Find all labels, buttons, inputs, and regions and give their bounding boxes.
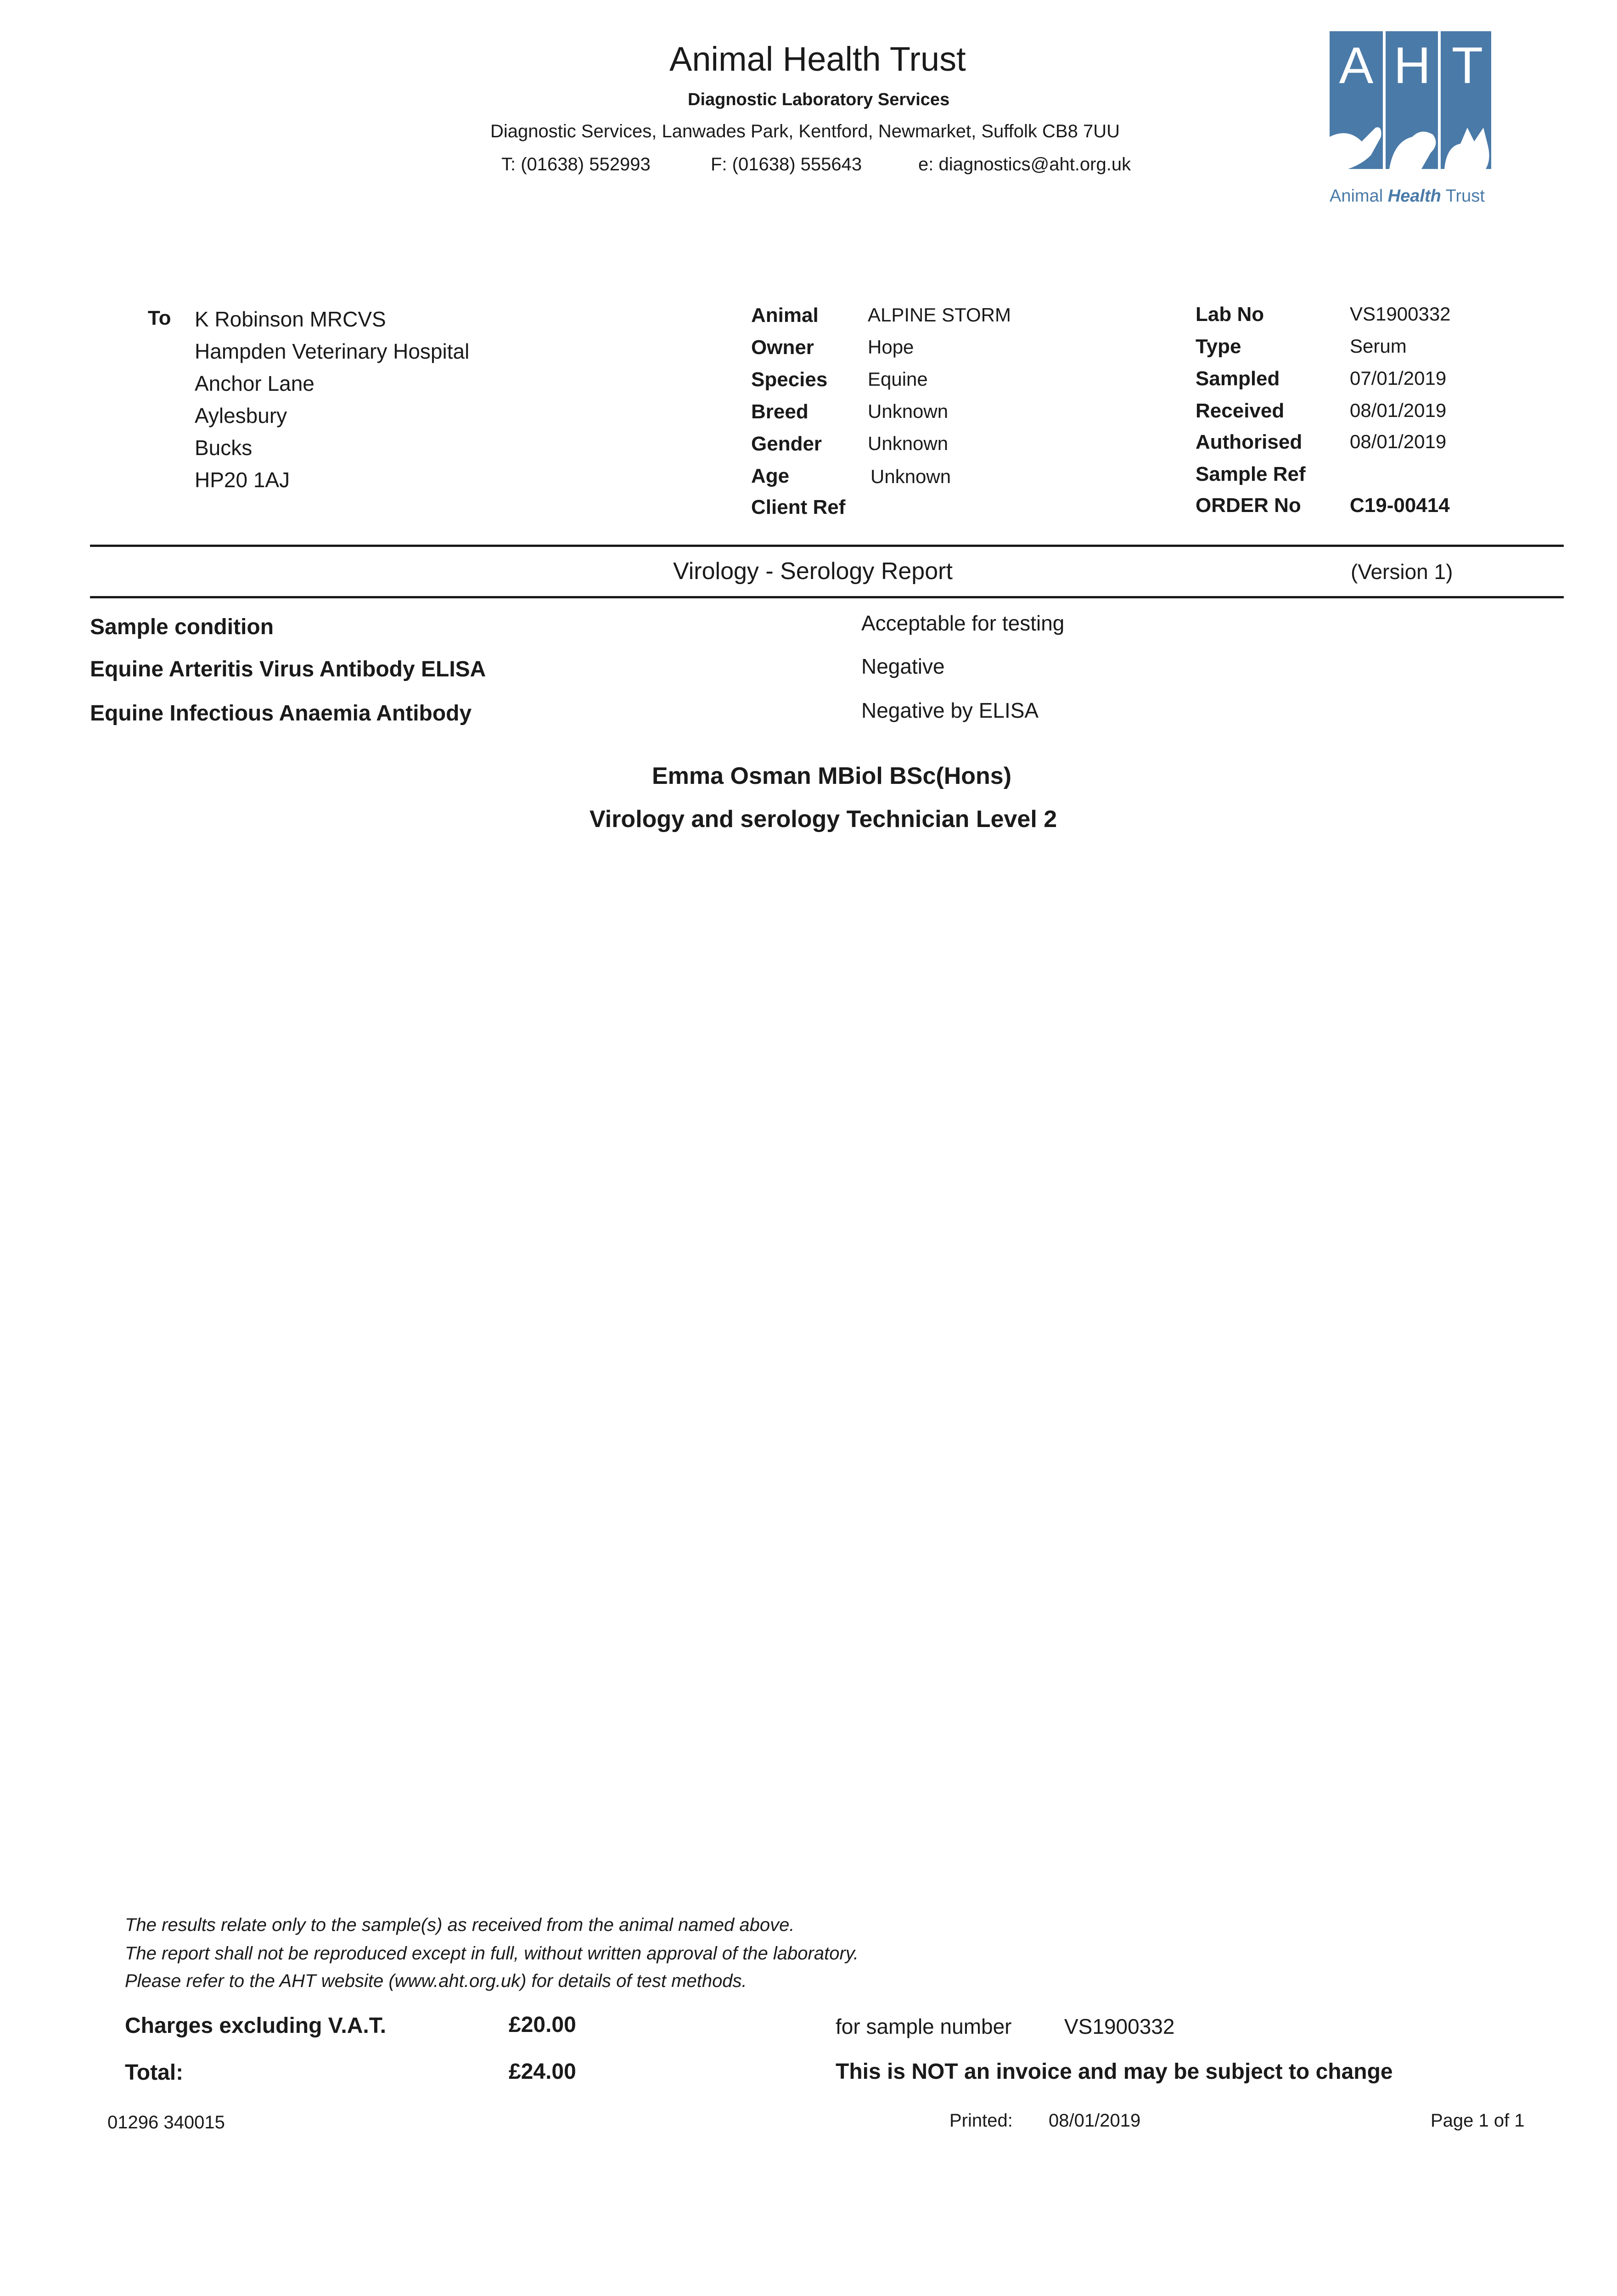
animal-silhouettes-icon (1330, 100, 1491, 169)
animal-detail-label: Age (751, 465, 790, 487)
org-fax: F: (01638) 555643 (711, 154, 862, 174)
logo-letter-a: A (1339, 37, 1374, 94)
logo-caption: Animal Health Trust (1330, 186, 1485, 206)
charges-label: Charges excluding V.A.T. (125, 2014, 387, 2038)
order-number: C19-00414 (1350, 494, 1450, 517)
report-version: (Version 1) (1351, 560, 1453, 584)
lab-detail-value: 08/01/2019 (1350, 400, 1447, 421)
report-title: Virology - Serology Report (673, 558, 953, 585)
total-value: £24.00 (509, 2060, 576, 2084)
animal-detail-value: Unknown (870, 466, 951, 487)
org-subtitle: Diagnostic Laboratory Services (688, 90, 950, 109)
charges-value: £20.00 (509, 2013, 576, 2037)
lab-detail-value: 08/01/2019 (1350, 431, 1447, 452)
aht-logo (1330, 31, 1491, 169)
lab-detail-label: Sampled (1196, 367, 1280, 390)
org-email: e: diagnostics@aht.org.uk (918, 154, 1131, 174)
animal-detail-label: Species (751, 368, 828, 391)
signatory-name: Emma Osman MBiol BSc(Hons) (652, 763, 1012, 789)
disclaimer-line: The results relate only to the sample(s) as received from the animal named above. (125, 1915, 795, 1935)
disclaimer-line: Please refer to the AHT website (www.aht.org.uk) for details of test methods. (125, 1971, 747, 1991)
lab-detail-value: 07/01/2019 (1350, 367, 1447, 389)
recipient-line: K Robinson MRCVS (195, 307, 386, 331)
org-name: Animal Health Trust (669, 40, 966, 78)
org-phone: T: (01638) 552993 (501, 154, 651, 174)
recipient-line: Bucks (195, 436, 253, 460)
sample-number: VS1900332 (1064, 2015, 1175, 2038)
test-name: Equine Infectious Anaemia Antibody (90, 701, 472, 726)
lab-detail-label: Authorised (1196, 431, 1303, 453)
lab-detail-label: Sample Ref (1196, 463, 1306, 485)
lab-detail-value: Serum (1350, 335, 1407, 357)
sample-number-label: for sample number (836, 2015, 1012, 2038)
total-label: Total: (125, 2060, 184, 2085)
test-result: Acceptable for testing (861, 611, 1065, 635)
test-name: Equine Arteritis Virus Antibody ELISA (90, 657, 486, 681)
animal-detail-value: Unknown (868, 433, 949, 454)
phone-reference: 01296 340015 (107, 2112, 225, 2133)
printed-date: 08/01/2019 (1049, 2110, 1141, 2131)
animal-detail-value: Equine (868, 368, 928, 390)
top-rule (90, 545, 1564, 547)
animal-detail-value: Hope (868, 336, 914, 358)
lab-detail-label: Type (1196, 335, 1241, 358)
animal-detail-value: Unknown (868, 400, 949, 422)
test-result: Negative (861, 654, 945, 678)
disclaimer-line: The report shall not be reproduced except in full, without written approval of the laboratory. (125, 1943, 859, 1964)
logo-letter-h: H (1393, 37, 1431, 94)
test-result: Negative by ELISA (861, 698, 1039, 722)
recipient-line: HP20 1AJ (195, 468, 290, 492)
animal-detail-label: Owner (751, 336, 814, 359)
animal-detail-value: ALPINE STORM (868, 304, 1011, 326)
animal-detail-label: Animal (751, 304, 819, 326)
to-label: To (148, 307, 171, 329)
recipient-line: Hampden Veterinary Hospital (195, 339, 470, 363)
recipient-line: Aylesbury (195, 404, 287, 428)
signatory-role: Virology and serology Technician Level 2 (590, 806, 1057, 833)
lab-detail-label: Lab No (1196, 303, 1264, 326)
animal-detail-label: Breed (751, 400, 808, 423)
logo-letter-t: T (1451, 37, 1483, 94)
recipient-line: Anchor Lane (195, 371, 314, 395)
animal-detail-label: Client Ref (751, 496, 846, 518)
invoice-note: This is NOT an invoice and may be subject to change (836, 2060, 1393, 2084)
lab-detail-label: ORDER No (1196, 494, 1301, 517)
page-number: Page 1 of 1 (1431, 2110, 1525, 2131)
lab-detail-value: VS1900332 (1350, 303, 1451, 325)
lab-detail-label: Received (1196, 400, 1285, 422)
test-name: Sample condition (90, 615, 274, 639)
bottom-rule (90, 596, 1564, 598)
org-address: Diagnostic Services, Lanwades Park, Kentford, Newmarket, Suffolk CB8 7UU (490, 121, 1120, 141)
animal-detail-label: Gender (751, 433, 822, 455)
printed-label: Printed: (949, 2110, 1013, 2131)
